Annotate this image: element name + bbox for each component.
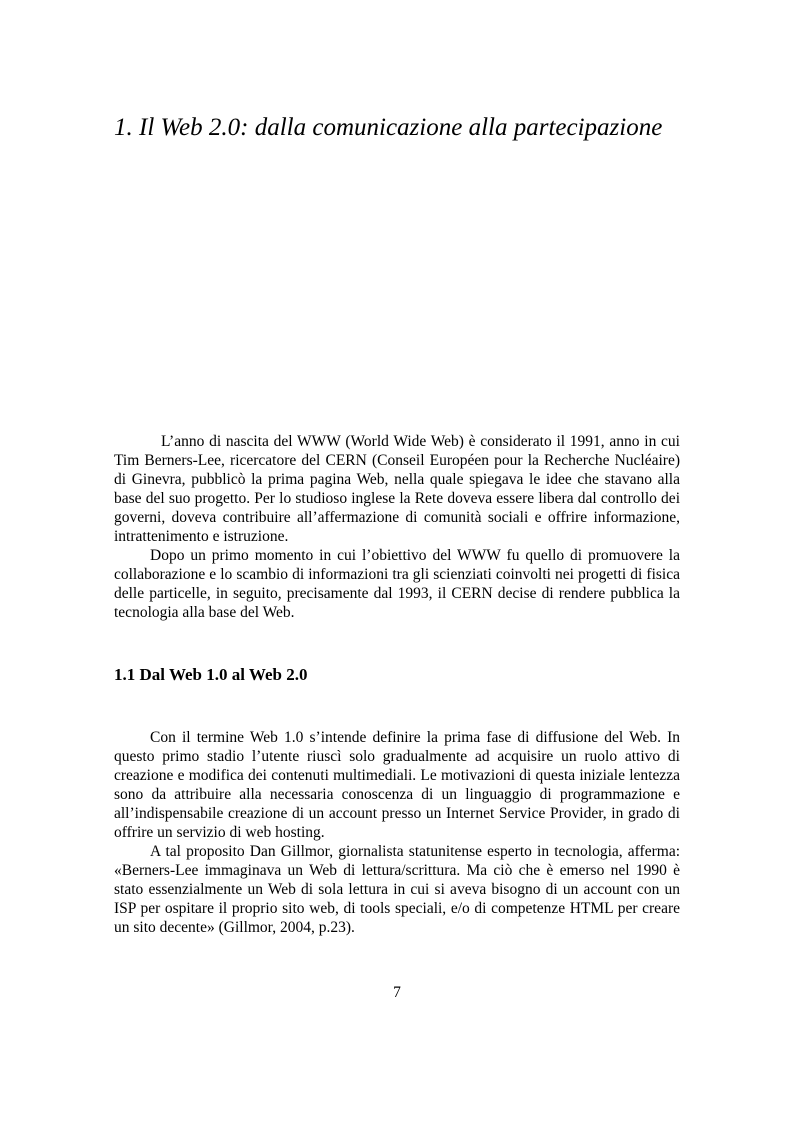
chapter-intro (114, 432, 680, 622)
chapter-title: 1. Il Web 2.0: dalla comunicazione alla partecipazione (114, 114, 663, 141)
section-title: 1.1 Dal Web 1.0 al Web 2.0 (114, 665, 308, 684)
paragraph: A tal proposito Dan Gillmor, giornalista statunitense esperto in tecnologia, afferma: «Berners-Lee immaginava un Web di lettura/scrittura. Ma ciò che è emerso nel 1990 è stato essenzialmente un Web di sola lettura in cui si aveva bisogno di un account con un ISP per ospitare il proprio sito web, di tools speciali, e/o di competenze HTML per creare un sito decente» (Gillmor, 2004, p.23). (114, 843, 680, 936)
page-number: 7 (393, 984, 401, 1001)
section-body (114, 728, 680, 937)
paragraph: Con il termine Web 1.0 s’intende definire la prima fase di diffusione del Web. In questo primo stadio l’utente riuscì solo gradualmente ad acquisire un ruolo attivo di creazione e modifica dei contenuti multimediali. Le motivazioni di questa iniziale lentezza sono da attribuire alla necessaria conoscenza di un linguaggio di programmazione e all’indispensabile creazione di un account presso un Internet Service Provider, in grado di offrire un servizio di web hosting. (114, 729, 680, 841)
paragraph: L’anno di nascita del WWW (World Wide Web) è considerato il 1991, anno in cui Tim Berners-Lee, ricercatore del CERN (Conseil Européen pour la Recherche Nucléaire) di Ginevra, pubblicò la prima pagina Web, nella quale spiegava le idee che stavano alla base del suo progetto. Per lo studioso inglese la Rete doveva essere libera dal controllo dei governi, doveva contribuire all’affermazione di comunità sociali e offrire informazione, intrattenimento e istruzione. (114, 433, 680, 545)
paragraph: Dopo un primo momento in cui l’obiettivo del WWW fu quello di promuovere la collaborazione e lo scambio di informazioni tra gli scienziati coinvolti nei progetti di fisica delle particelle, in seguito, precisamente dal 1993, il CERN decise di rendere pubblica la tecnologia alla base del Web. (114, 547, 680, 621)
